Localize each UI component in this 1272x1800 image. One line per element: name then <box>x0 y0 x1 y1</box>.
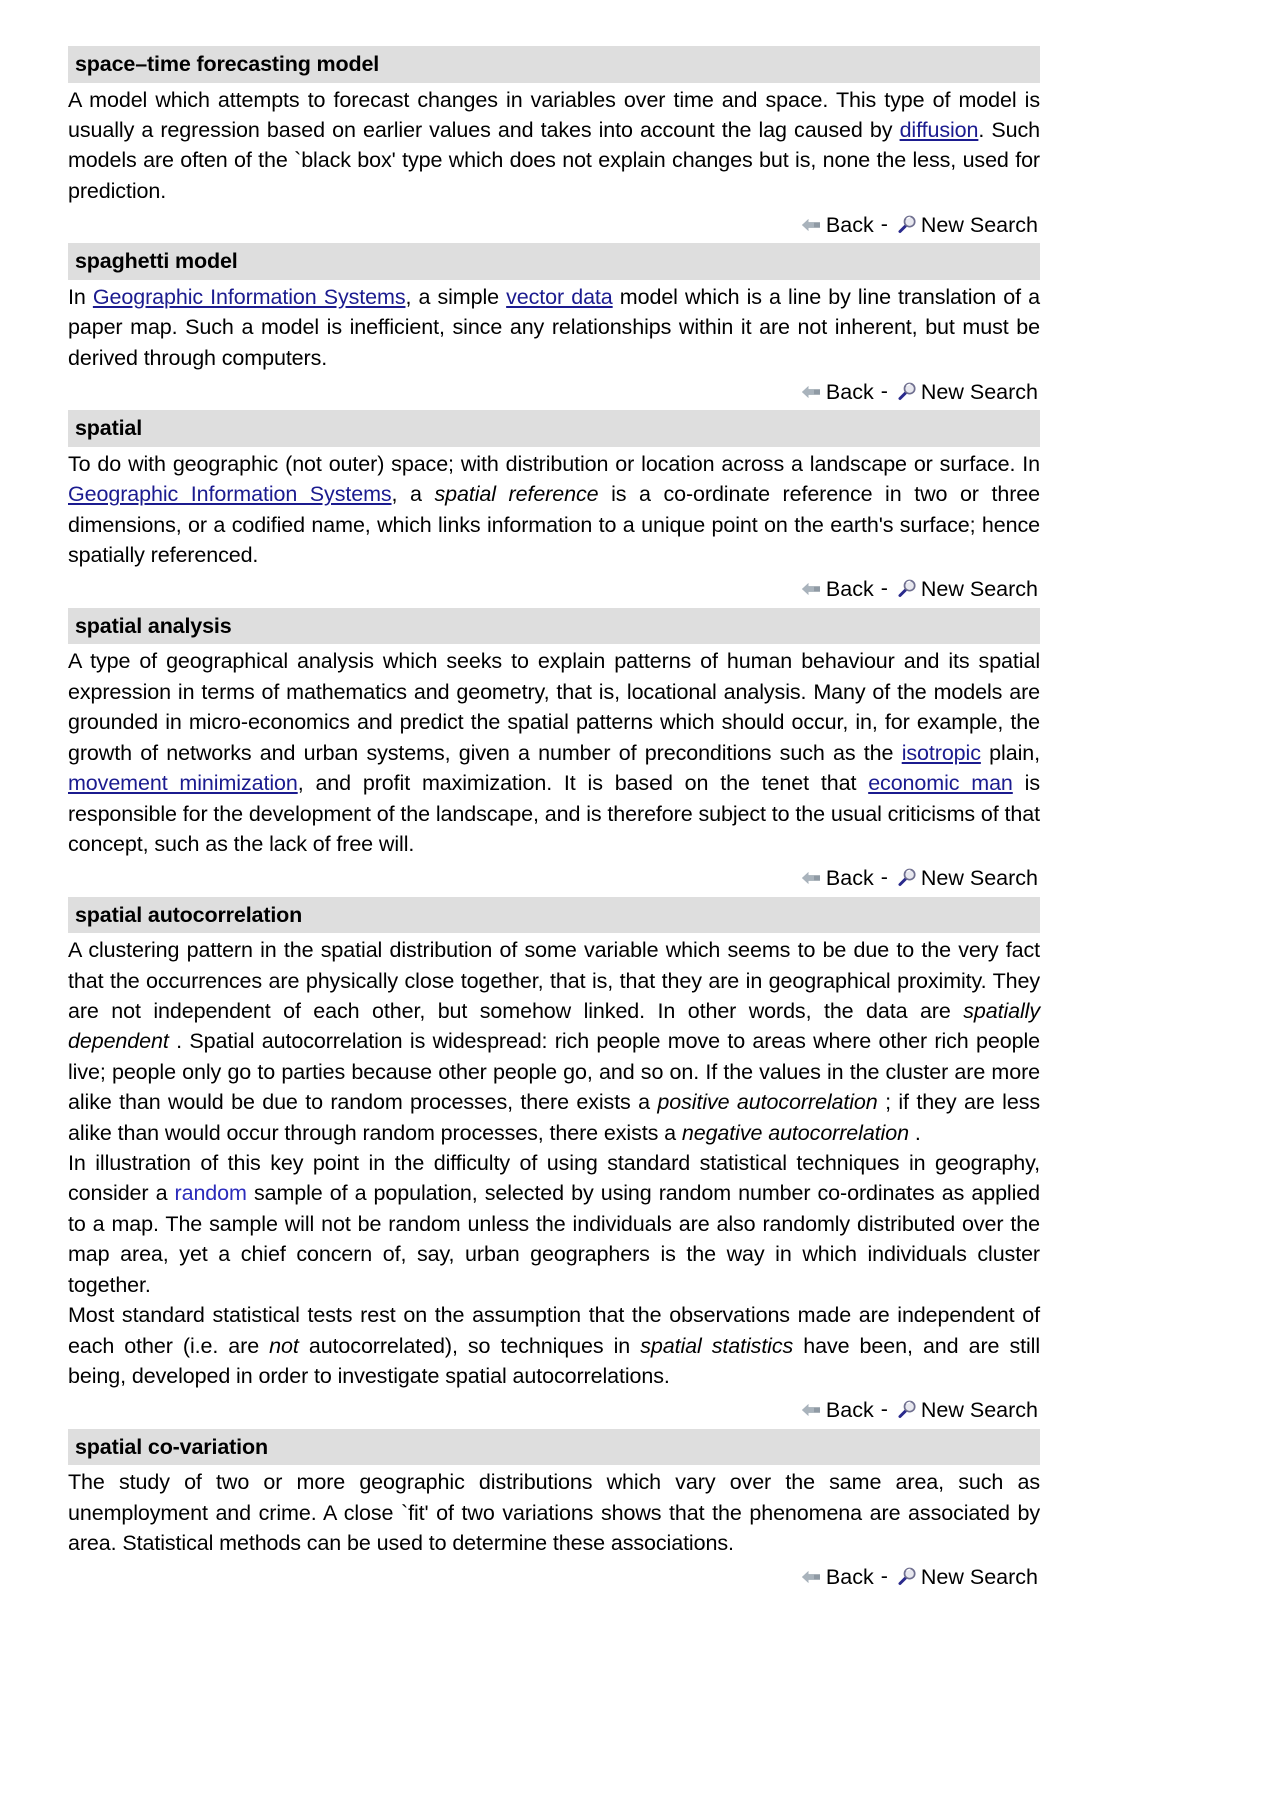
definition-text: In <box>68 284 93 309</box>
definition-text: have been, and are still being, developed in order to investigate spatial autocorrelations. <box>68 1333 1040 1389</box>
nav-separator: - <box>880 1564 888 1589</box>
glossary-cross-reference-link[interactable]: isotropic <box>901 740 981 765</box>
glossary-entry <box>68 243 1040 406</box>
glossary-cross-reference-link[interactable]: economic man <box>868 771 1013 796</box>
magnifier-icon <box>897 1398 917 1418</box>
new-search-button[interactable] <box>897 377 1038 407</box>
back-label: Back <box>825 379 874 404</box>
emphasized-term: not <box>269 1333 299 1358</box>
left-arrow-icon <box>802 1396 821 1410</box>
glossary-cross-reference-link[interactable]: movement minimization <box>68 771 298 796</box>
nav-separator: - <box>880 379 888 404</box>
back-button[interactable] <box>802 1395 874 1425</box>
left-arrow-icon <box>802 211 821 225</box>
entry-navigation <box>68 1561 1040 1591</box>
glossary-term-heading: spatial <box>68 410 1040 447</box>
back-button[interactable] <box>802 377 874 407</box>
definition-text: is responsible for the development of the landscape, and is therefore subject to the usual criticisms of that concept, such as the lack of free will. <box>68 771 1040 856</box>
back-label: Back <box>825 1564 874 1589</box>
glossary-definition-paragraph <box>68 646 1040 859</box>
glossary-term-heading: spatial autocorrelation <box>68 897 1040 934</box>
emphasized-term: spatial statistics <box>640 1333 794 1358</box>
glossary-definition-paragraph <box>68 449 1040 571</box>
glossary-entry <box>68 608 1040 893</box>
entry-navigation <box>68 1394 1040 1424</box>
new-search-button[interactable] <box>897 1395 1038 1425</box>
definition-text: To do with geographic (not outer) space; with distribution or location across a landscape or surface. In <box>68 451 1040 476</box>
definition-text: sample of a population, selected by using random number co-ordinates as applied to a map. The sample will not be random unless the individuals are also randomly distributed over the map area, yet a chief concern of, say, urban geographers is the way in which individuals cluster together. <box>68 1181 1040 1297</box>
definition-text: A clustering pattern in the spatial distribution of some variable which seems to be due to the very fact that the occurrences are physically close together, that is, that they are in geographical proximity. They are not independent of each other, but somehow linked. In other words, the data are <box>68 938 1040 1023</box>
definition-text: The study of two or more geographic distributions which vary over the same area, such as unemployment and crime. A close `fit' of two variations shows that the phenomena are associated by area. Statistical methods can be used to determine these associations. <box>68 1470 1040 1556</box>
definition-text: ; if they are less alike than would occur through random processes, there exists a <box>68 1090 1040 1145</box>
nav-separator: - <box>880 576 888 601</box>
back-label: Back <box>825 865 874 890</box>
glossary-term-heading: spaghetti model <box>68 243 1040 280</box>
magnifier-icon <box>897 866 917 886</box>
glossary-definition-paragraph <box>68 935 1040 1148</box>
glossary-term-heading: spatial co-variation <box>68 1429 1040 1466</box>
glossary-entry-list <box>68 46 1040 1592</box>
glossary-definition-paragraph <box>68 1148 1040 1300</box>
new-search-label: New Search <box>920 1397 1038 1422</box>
new-search-button[interactable] <box>897 1562 1038 1592</box>
definition-text: plain, <box>980 740 1040 765</box>
magnifier-icon <box>897 213 917 233</box>
definition-text: Most standard statistical tests rest on the assumption that the observations made are independent of each other (i.e. are <box>68 1303 1040 1358</box>
entry-navigation <box>68 574 1040 604</box>
emphasized-term: spatially dependent <box>68 998 1040 1054</box>
glossary-entry <box>68 46 1040 239</box>
left-arrow-icon <box>802 1563 821 1577</box>
definition-text: . Such models are often of the `black box' type which does not explain changes but is, none the less, used for prediction. <box>68 117 1040 203</box>
left-arrow-icon <box>802 378 821 392</box>
definition-text: A type of geographical analysis which seeks to explain patterns of human behaviour and its spatial expression in terms of mathematics and geometry, that is, locational analysis. Many of the models are grounded in micro-economics and predict the spatial patterns which should occur, in, for example, the growth of networks and urban systems, given a number of preconditions such as the <box>68 649 1040 765</box>
glossary-cross-reference-link[interactable]: vector data <box>506 284 613 309</box>
new-search-button[interactable] <box>897 210 1038 240</box>
definition-text: . <box>908 1120 921 1145</box>
magnifier-icon <box>897 380 917 400</box>
glossary-term-heading: spatial analysis <box>68 608 1040 645</box>
magnifier-icon <box>897 1565 917 1585</box>
back-button[interactable] <box>802 210 874 240</box>
definition-text: autocorrelated), so techniques in <box>298 1333 641 1358</box>
definition-text: is a co-ordinate reference in two or three dimensions, or a codified name, which links information to a unique point on the earth's surface; hence spatially referenced. <box>68 482 1040 568</box>
definition-text: model which is a line by line translation of a paper map. Such a model is inefficient, since any relationships within it are not inherent, but must be derived through computers. <box>68 284 1040 370</box>
back-label: Back <box>825 576 874 601</box>
entry-navigation <box>68 862 1040 892</box>
glossary-definition-paragraph <box>68 85 1040 207</box>
back-button[interactable] <box>802 574 874 604</box>
new-search-button[interactable] <box>897 863 1038 893</box>
definition-text: . Spatial autocorrelation is widespread: rich people move to areas where other rich people live; people only go to parties because other people go, and so on. If the values in the cluster are more alike than would be due to random processes, there exists a <box>68 1029 1040 1115</box>
glossary-definition-paragraph <box>68 1300 1040 1391</box>
glossary-entry <box>68 1429 1040 1592</box>
emphasized-term: positive autocorrelation <box>657 1090 878 1115</box>
back-label: Back <box>825 1397 874 1422</box>
nav-separator: - <box>880 1397 888 1422</box>
definition-text: , a <box>391 482 435 507</box>
emphasized-term: negative autocorrelation <box>681 1120 909 1145</box>
left-arrow-icon <box>802 575 821 589</box>
entry-navigation <box>68 209 1040 239</box>
glossary-entry <box>68 897 1040 1425</box>
left-arrow-icon <box>802 864 821 878</box>
back-label: Back <box>825 212 874 237</box>
new-search-label: New Search <box>920 379 1038 404</box>
glossary-definition-paragraph <box>68 282 1040 373</box>
back-button[interactable] <box>802 1562 874 1592</box>
new-search-label: New Search <box>920 865 1038 890</box>
definition-text: In illustration of this key point in the difficulty of using standard statistical techniques in geography, consider a <box>68 1151 1040 1206</box>
glossary-cross-reference-link[interactable]: random <box>174 1181 247 1206</box>
glossary-cross-reference-link[interactable]: Geographic Information Systems <box>92 284 406 309</box>
glossary-cross-reference-link[interactable]: diffusion <box>899 117 979 142</box>
new-search-button[interactable] <box>897 574 1038 604</box>
glossary-entry <box>68 410 1040 603</box>
magnifier-icon <box>897 577 917 597</box>
nav-separator: - <box>880 212 888 237</box>
new-search-label: New Search <box>920 576 1038 601</box>
definition-text: , and profit maximization. It is based on the tenet that <box>297 771 869 796</box>
glossary-definition-paragraph <box>68 1467 1040 1558</box>
emphasized-term: spatial reference <box>434 482 599 507</box>
back-button[interactable] <box>802 863 874 893</box>
new-search-label: New Search <box>920 212 1038 237</box>
glossary-term-heading: space–time forecasting model <box>68 46 1040 83</box>
definition-text: , a simple <box>405 284 507 309</box>
glossary-cross-reference-link[interactable]: Geographic Information Systems <box>68 482 392 507</box>
definition-text: A model which attempts to forecast changes in variables over time and space. This type of model is usually a regression based on earlier values and takes into account the lag caused by <box>68 87 1040 142</box>
new-search-label: New Search <box>920 1564 1038 1589</box>
entry-navigation <box>68 376 1040 406</box>
nav-separator: - <box>880 865 888 890</box>
